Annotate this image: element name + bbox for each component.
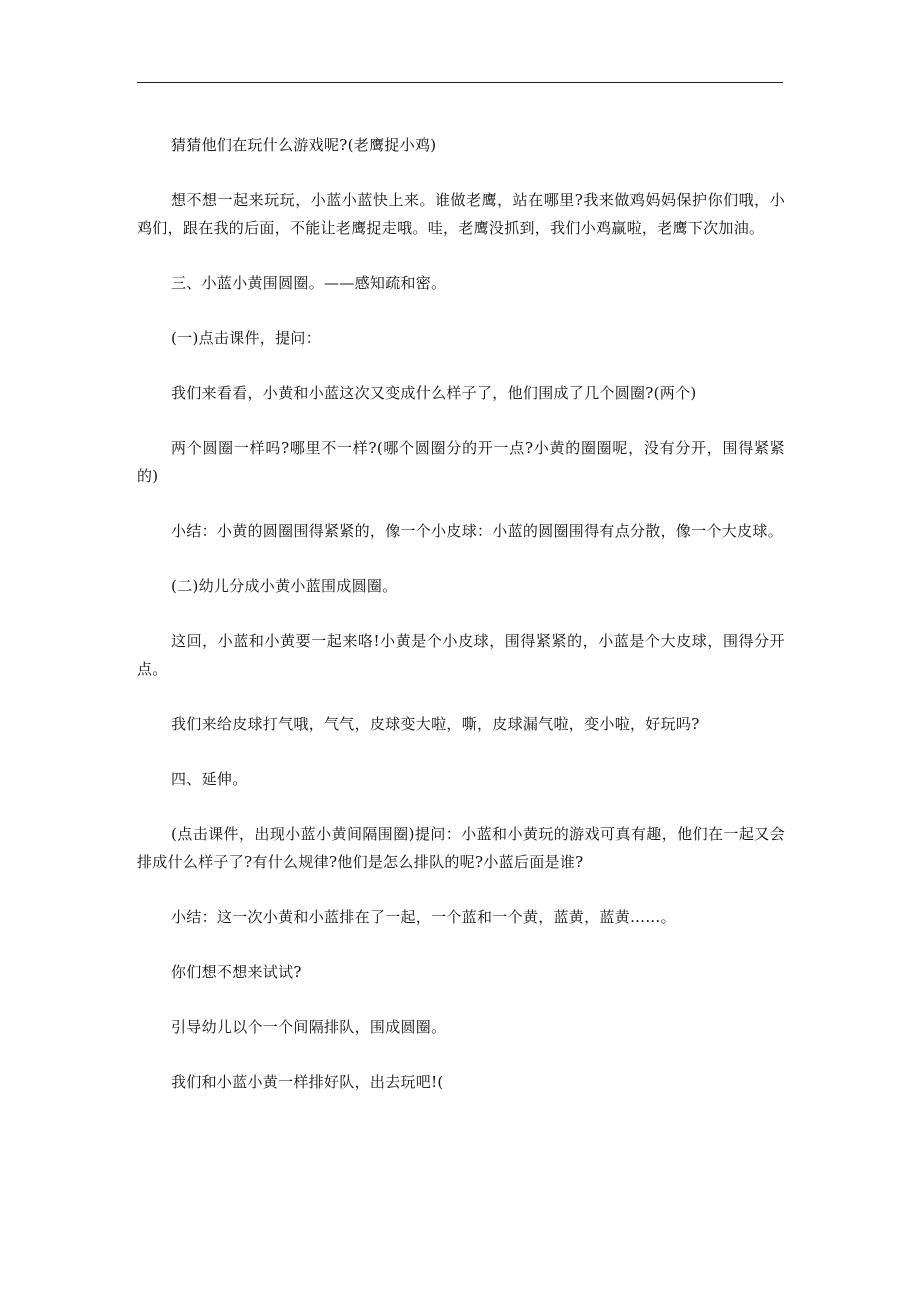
paragraph-summary-1: 小结：小黄的圆圈围得紧紧的，像一个小皮球：小蓝的圆圈围得有点分散，像一个大皮球。 <box>171 522 784 540</box>
paragraph-compare-circles: 两个圆圈一样吗?哪里不一样?(哪个圆圈分的开一点?小黄的圈圈呢，没有分开，围得紧紧的) <box>137 439 785 485</box>
paragraph-try: 你们想不想来试试? <box>171 963 302 981</box>
section-heading-3: 三、小蓝小黄围圆圈。——感知疏和密。 <box>171 274 447 292</box>
header-rule <box>137 82 783 83</box>
subsection-heading-1: (一)点击课件，提问： <box>171 329 322 347</box>
paragraph-guide: 引导幼儿以个一个间隔排队，围成圆圈。 <box>171 1018 447 1036</box>
paragraph-play-together: 想不想一起来玩玩，小蓝小蓝快上来。谁做老鹰，站在哪里?我来做鸡妈妈保护你们哦，小鸡们，跟在我的后面，不能让老鹰捉走哦。哇，老鹰没抓到，我们小鸡赢啦，老鹰下次加油。 <box>137 191 785 237</box>
document-body <box>137 131 785 1096</box>
paragraph-together: 这回，小蓝和小黄要一起来咯!小黄是个小皮球，围得紧紧的，小蓝是个大皮球，围得分开点。 <box>137 632 785 678</box>
paragraph-inflate: 我们来给皮球打气哦，气气，皮球变大啦，嘶，皮球漏气啦，变小啦，好玩吗? <box>171 715 700 733</box>
paragraph-look-circles: 我们来看看，小黄和小蓝这次又变成什么样子了，他们围成了几个圆圈?(两个) <box>171 384 697 402</box>
subsection-heading-2: (二)幼儿分成小黄小蓝围成圆圈。 <box>171 577 398 595</box>
paragraph-guess-game: 猜猜他们在玩什么游戏呢?(老鹰捉小鸡) <box>171 136 437 154</box>
paragraph-extension: (点击课件，出现小蓝小黄间隔围圈)提问：小蓝和小黄玩的游戏可真有趣，他们在一起又会排成什么样子了?有什么规律?他们是怎么排队的呢?小蓝后面是谁? <box>137 825 785 871</box>
section-heading-4: 四、延伸。 <box>171 770 248 788</box>
paragraph-summary-2: 小结：这一次小黄和小蓝排在了一起，一个蓝和一个黄，蓝黄，蓝黄……。 <box>171 908 676 926</box>
paragraph-go-play: 我们和小蓝小黄一样排好队，出去玩吧!( <box>171 1073 444 1091</box>
